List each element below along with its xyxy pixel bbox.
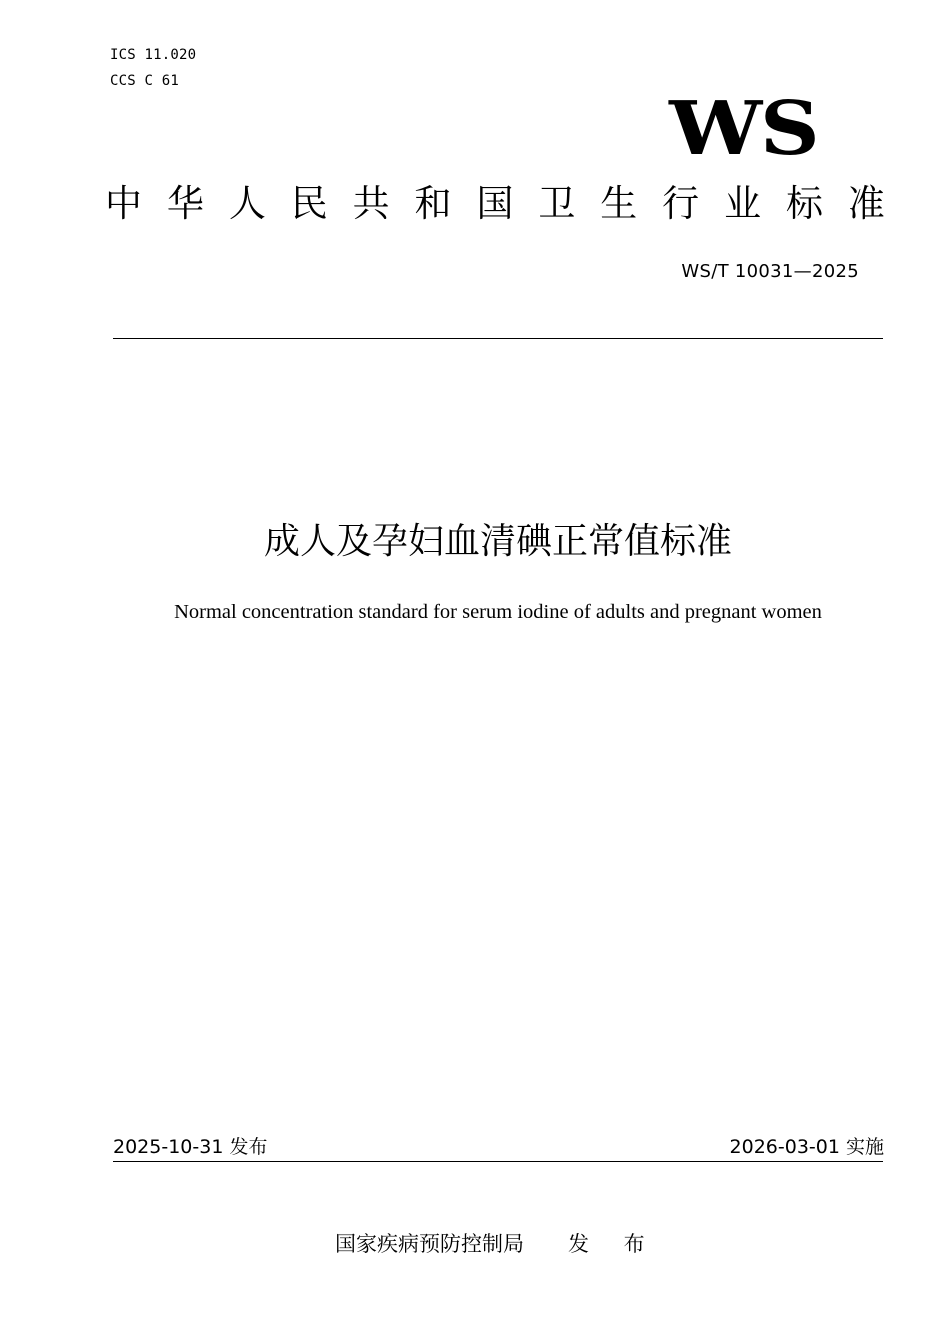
org-title-char: 国	[476, 182, 514, 225]
document-title-chinese: 成人及孕妇血清碘正常值标准	[263, 521, 732, 562]
org-title	[105, 182, 885, 225]
document-title-english: Normal concentration standard for serum iodine of adults and pregnant women	[174, 601, 822, 623]
org-title-char: 标	[785, 182, 823, 225]
org-title-char: 和	[414, 182, 452, 225]
standard-number: WS/T 10031—2025	[681, 261, 859, 282]
org-title-char: 华	[166, 182, 204, 225]
org-title-char: 业	[724, 182, 762, 225]
publisher-line	[335, 1228, 659, 1258]
ics-code: ICS 11.020	[110, 47, 197, 63]
issue-label: 发 布	[568, 1232, 659, 1256]
publisher-name: 国家疾病预防控制局	[335, 1232, 524, 1256]
org-title-char: 准	[847, 182, 885, 225]
org-title-char: 生	[600, 182, 638, 225]
implement-date: 2026-03-01 实施	[729, 1136, 884, 1158]
footer-divider	[113, 1161, 883, 1162]
ws-logo: WS	[669, 86, 818, 172]
ccs-code: CCS C 61	[110, 73, 180, 89]
publish-date: 2025-10-31 发布	[113, 1136, 268, 1158]
org-title-char: 行	[662, 182, 700, 225]
org-title-char: 共	[352, 182, 390, 225]
org-title-char: 人	[228, 182, 266, 225]
org-title-char: 卫	[538, 182, 576, 225]
org-title-char: 民	[290, 182, 328, 225]
header-divider	[113, 338, 883, 339]
org-title-char: 中	[105, 182, 142, 225]
